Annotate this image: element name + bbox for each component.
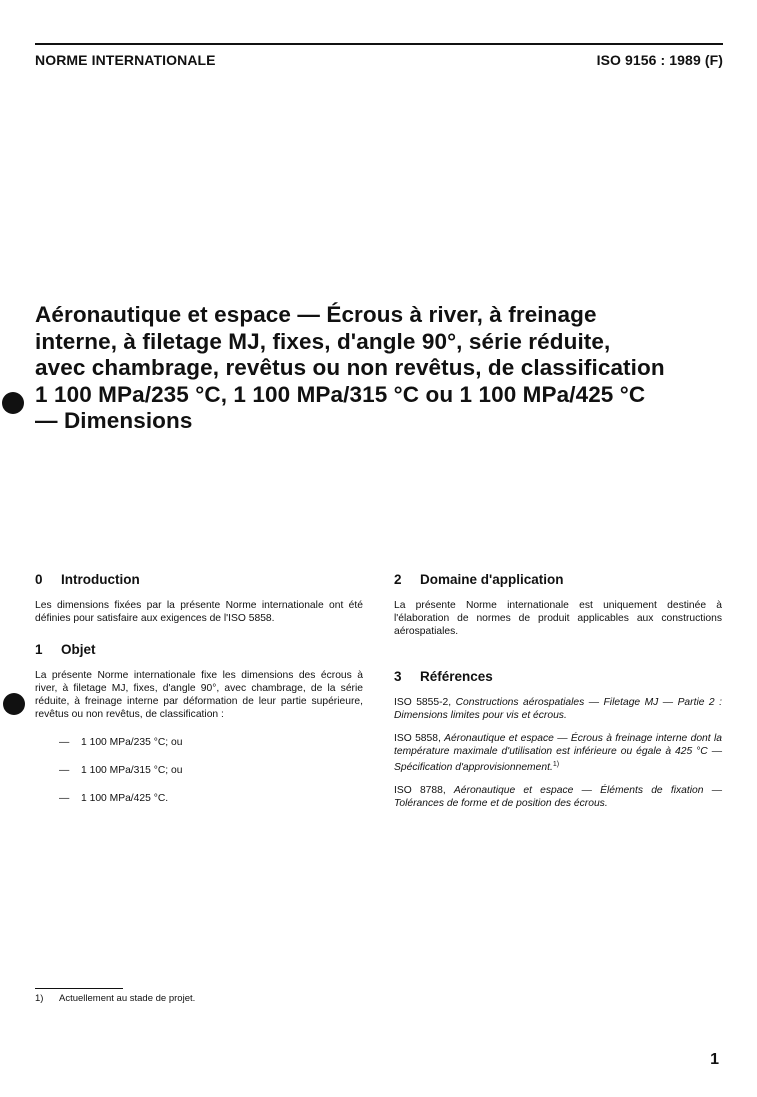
section-number: 3 <box>394 669 402 684</box>
list-item <box>59 792 363 805</box>
left-column <box>35 571 363 805</box>
section-number: 2 <box>394 572 402 587</box>
list-item <box>59 736 363 749</box>
reference-item <box>394 696 722 722</box>
footnote-rule <box>35 988 123 989</box>
list-item <box>59 764 363 777</box>
section-title: Objet <box>61 642 96 657</box>
list-item-text: 1 100 MPa/315 °C; ou <box>81 765 183 776</box>
reference-code: ISO 8788, <box>394 785 446 796</box>
field-of-application-paragraph: La présente Norme internationale est uniquement destinée à l'élaboration de normes de produit applicables aux constructions aérospatiales. <box>394 600 722 637</box>
footnote-text: Actuellement au stade de projet. <box>59 993 196 1004</box>
dash-marker: — <box>59 793 70 804</box>
margin-bullet-mark <box>3 693 25 715</box>
page-number: 1 <box>710 1051 719 1068</box>
footnote-reference: 1) <box>552 761 560 768</box>
margin-bullet-mark <box>2 392 24 414</box>
section-title: Introduction <box>61 572 140 587</box>
footnote-number: 1) <box>35 993 44 1004</box>
header-standard-type: NORME INTERNATIONALE <box>35 52 216 68</box>
reference-title: Aéronautique et espace — Éléments de fixation — Tolérances de forme et de position des écrous. <box>394 785 722 809</box>
header-standard-number: ISO 9156 : 1989 (F) <box>596 52 723 68</box>
title-line-4: 1 100 MPa/235 °C, 1 100 MPa/315 °C ou 1 100 MPa/425 °C <box>35 381 646 407</box>
section-number: 0 <box>35 572 43 587</box>
section-heading <box>394 571 722 589</box>
list-item-text: 1 100 MPa/235 °C; ou <box>81 737 183 748</box>
reference-item <box>394 784 722 810</box>
title-line-1: Aéronautique et espace — Écrous à river, à freinage <box>35 302 597 327</box>
section-heading <box>35 641 363 659</box>
reference-item <box>394 732 722 774</box>
dash-marker: — <box>59 737 70 748</box>
document-title <box>35 302 725 435</box>
section-heading <box>35 571 363 589</box>
introduction-paragraph: Les dimensions fixées par la présente Norme internationale ont été définies pour satisfaire aux exigences de l'ISO 5858. <box>35 600 363 624</box>
dash-marker: — <box>59 765 70 776</box>
footnote <box>35 993 195 1004</box>
section-title: Références <box>420 669 493 684</box>
section-number: 1 <box>35 642 43 657</box>
reference-title: Constructions aérospatiales — Filetage MJ — Partie 2 : Dimensions limites pour vis et écrous. <box>394 697 722 721</box>
title-line-2: interne, à filetage MJ, fixes, d'angle 90°, série réduite, <box>35 328 611 354</box>
reference-code: ISO 5855-2, <box>394 697 452 708</box>
section-heading <box>394 668 722 686</box>
title-line-5: — Dimensions <box>35 408 193 433</box>
title-line-3: avec chambrage, revêtus ou non revêtus, de classification <box>35 355 665 380</box>
list-item-text: 1 100 MPa/425 °C. <box>81 793 169 804</box>
section-title: Domaine d'application <box>420 572 564 587</box>
scope-paragraph: La présente Norme internationale fixe les dimensions des écrous à river, à filetage MJ, fixes, d'angle 90°, avec chambrage, de la série réduite, à freinage interne par déformation de leur partie supérieure, revêtus ou non revêtus, de classification : <box>35 670 363 720</box>
reference-code: ISO 5858, <box>394 733 441 744</box>
right-column <box>394 571 722 820</box>
header-rule <box>35 43 723 45</box>
reference-title: Aéronautique et espace — Écrous à freinage interne dont la température maximale d'utilisation est inférieure ou égale à 425 °C — Spécification d'approvisionnement. <box>394 733 722 773</box>
